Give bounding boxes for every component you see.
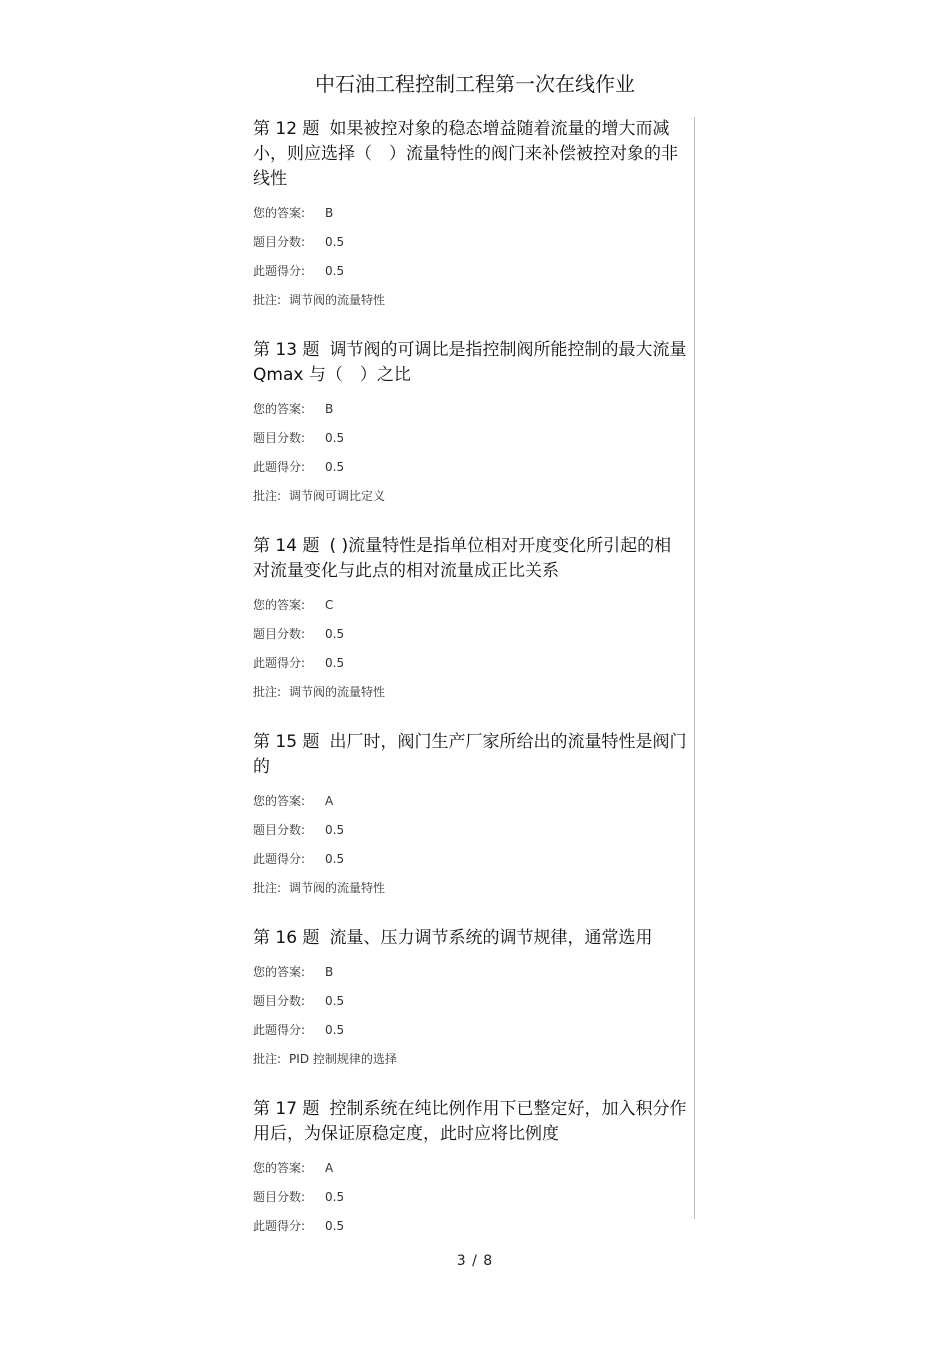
comment-value: 调节阀可调比定义 xyxy=(289,489,386,503)
earned-value: 0.5 xyxy=(325,1219,345,1233)
earned-value: 0.5 xyxy=(325,656,345,670)
question-title xyxy=(253,730,694,780)
question-item xyxy=(253,338,694,504)
answer-row xyxy=(253,205,694,221)
question-list xyxy=(253,117,695,1233)
question-number: 第 14 题 xyxy=(253,536,320,556)
comment-row xyxy=(253,488,694,504)
question-text: 出厂时，阀门生产厂家所给出的流量特性是阀门的 xyxy=(253,732,687,777)
earned-label: 此题得分: xyxy=(253,1219,306,1233)
answer-label: 您的答案: xyxy=(253,1161,306,1175)
question-title xyxy=(253,534,694,584)
score-label: 题目分数: xyxy=(253,1190,306,1204)
question-text: 调节阀的可调比是指控制阀所能控制的最大流量 Qmax 与（ ）之比 xyxy=(253,340,687,385)
answer-row xyxy=(253,1160,694,1176)
score-label: 题目分数: xyxy=(253,431,306,445)
answer-value: B xyxy=(325,206,334,220)
comment-value: PID 控制规律的选择 xyxy=(289,1052,397,1066)
answer-value: B xyxy=(325,965,334,979)
score-label: 题目分数: xyxy=(253,994,306,1008)
earned-row xyxy=(253,1218,694,1234)
question-number: 第 17 题 xyxy=(253,1099,320,1119)
question-text: 流量、压力调节系统的调节规律，通常选用 xyxy=(329,928,653,948)
score-row xyxy=(253,430,694,446)
score-value: 0.5 xyxy=(325,1190,345,1204)
comment-row xyxy=(253,880,694,896)
earned-row xyxy=(253,851,694,867)
answer-label: 您的答案: xyxy=(253,402,306,416)
earned-label: 此题得分: xyxy=(253,656,306,670)
score-label: 题目分数: xyxy=(253,235,306,249)
score-row xyxy=(253,234,694,250)
answer-row xyxy=(253,793,694,809)
earned-row xyxy=(253,1022,694,1038)
comment-value: 调节阀的流量特性 xyxy=(289,881,386,895)
question-item xyxy=(253,534,694,700)
score-value: 0.5 xyxy=(325,431,345,445)
answer-label: 您的答案: xyxy=(253,206,306,220)
answer-label: 您的答案: xyxy=(253,965,306,979)
question-number: 第 12 题 xyxy=(253,119,320,139)
question-number: 第 13 题 xyxy=(253,340,320,360)
page-number: 3 / 8 xyxy=(456,1253,494,1269)
comment-label: 批注: xyxy=(253,685,282,699)
earned-row xyxy=(253,263,694,279)
score-row xyxy=(253,993,694,1009)
page-title: 中石油工程控制工程第一次在线作业 xyxy=(315,72,635,96)
comment-row xyxy=(253,292,694,308)
answer-row xyxy=(253,964,694,980)
comment-row xyxy=(253,1051,694,1067)
score-row xyxy=(253,1189,694,1205)
score-row xyxy=(253,626,694,642)
earned-value: 0.5 xyxy=(325,264,345,278)
earned-value: 0.5 xyxy=(325,1023,345,1037)
score-value: 0.5 xyxy=(325,627,345,641)
earned-row xyxy=(253,655,694,671)
earned-label: 此题得分: xyxy=(253,1023,306,1037)
earned-value: 0.5 xyxy=(325,852,345,866)
answer-row xyxy=(253,597,694,613)
question-item xyxy=(253,1097,694,1234)
earned-label: 此题得分: xyxy=(253,852,306,866)
question-item xyxy=(253,117,694,308)
question-text: 控制系统在纯比例作用下已整定好，加入积分作用后，为保证原稳定度，此时应将比例度 xyxy=(253,1099,687,1144)
answer-value: B xyxy=(325,402,334,416)
question-text: 如果被控对象的稳态增益随着流量的增大而减小，则应选择（ ）流量特性的阀门来补偿被控对象的非线性 xyxy=(253,119,678,189)
answer-value: A xyxy=(325,794,334,808)
comment-label: 批注: xyxy=(253,489,282,503)
question-title xyxy=(253,926,694,951)
question-title xyxy=(253,338,694,388)
answer-value: C xyxy=(325,598,334,612)
question-title xyxy=(253,1097,694,1147)
comment-label: 批注: xyxy=(253,1052,282,1066)
score-label: 题目分数: xyxy=(253,627,306,641)
question-item xyxy=(253,730,694,896)
score-row xyxy=(253,822,694,838)
comment-value: 调节阀的流量特性 xyxy=(289,685,386,699)
comment-value: 调节阀的流量特性 xyxy=(289,293,386,307)
question-text: ( )流量特性是指单位相对开度变化所引起的相对流量变化与此点的相对流量成正比关系 xyxy=(253,536,672,581)
comment-row xyxy=(253,684,694,700)
earned-label: 此题得分: xyxy=(253,460,306,474)
question-number: 第 15 题 xyxy=(253,732,320,752)
comment-label: 批注: xyxy=(253,881,282,895)
score-value: 0.5 xyxy=(325,994,345,1008)
score-label: 题目分数: xyxy=(253,823,306,837)
comment-label: 批注: xyxy=(253,293,282,307)
earned-label: 此题得分: xyxy=(253,264,306,278)
answer-label: 您的答案: xyxy=(253,794,306,808)
score-value: 0.5 xyxy=(325,823,345,837)
earned-value: 0.5 xyxy=(325,460,345,474)
answer-row xyxy=(253,401,694,417)
question-number: 第 16 题 xyxy=(253,928,320,948)
question-title xyxy=(253,117,694,192)
answer-value: A xyxy=(325,1161,334,1175)
question-item xyxy=(253,926,694,1067)
earned-row xyxy=(253,459,694,475)
score-value: 0.5 xyxy=(325,235,345,249)
answer-label: 您的答案: xyxy=(253,598,306,612)
